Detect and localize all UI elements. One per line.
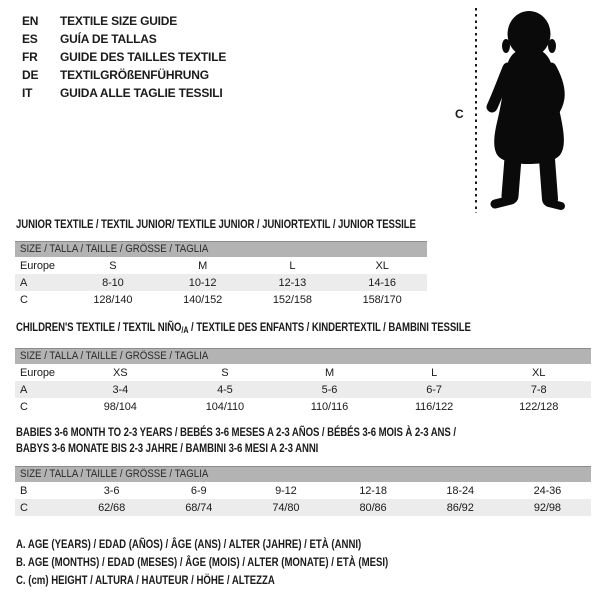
size-value-cell: 3-6	[103, 484, 120, 497]
row-label-cell: A	[20, 276, 28, 289]
language-code: IT	[22, 86, 33, 100]
size-value-cell: L	[431, 366, 438, 379]
language-code: FR	[22, 50, 38, 64]
row-label-cell: B	[20, 484, 28, 497]
size-value-cell: S	[109, 259, 117, 272]
guide-title: TEXTILGRÖßENFÜHRUNG	[60, 68, 209, 82]
row-label-cell: Europe	[20, 259, 55, 272]
size-value-cell: 12-18	[359, 484, 387, 497]
size-value-cell: 24-36	[533, 484, 562, 497]
list-item	[22, 66, 226, 84]
size-header-text: SIZE / TALLA / TAILLE / GRÖSSE / TAGLIA	[20, 243, 209, 255]
size-value-cell: 7-8	[530, 383, 547, 396]
size-header-text: SIZE / TALLA / TAILLE / GRÖSSE / TAGLIA	[20, 468, 209, 480]
size-value-cell: 80/86	[359, 501, 387, 514]
size-value-cell: 12-13	[278, 276, 307, 289]
size-value-cell: 104/110	[205, 400, 245, 413]
size-value-cell: 62/68	[98, 501, 126, 514]
size-value-cell: M	[324, 366, 335, 379]
children-table-title-text: CHILDREN'S TEXTILE / TEXTIL $NIÑO_{/A}$ / TEXTILE DES ENFANTS / KINDERTEXTIL / BAMBINI TESSILE	[16, 320, 471, 335]
size-value-cell: 140/152	[183, 293, 223, 306]
size-value-cell: 116/122	[414, 400, 454, 413]
junior-table-title	[16, 217, 516, 231]
size-value-cell: 8-10	[102, 276, 124, 289]
babies-table-title	[16, 424, 566, 456]
size-value-cell: 152/158	[272, 293, 312, 306]
size-header-bar	[15, 241, 427, 257]
legend-line-b: B. AGE (MONTHS) / EDAD (MESES) / ÂGE (MOIS) / ALTER (MONATE) / ETÀ (MESI)	[16, 555, 389, 569]
babies-size-table	[15, 466, 591, 516]
list-item	[22, 30, 226, 48]
language-code: ES	[22, 32, 38, 46]
row-label-cell: C	[20, 501, 28, 514]
guide-title: GUIDE DES TAILLES TEXTILE	[60, 50, 227, 64]
size-value-cell: 74/80	[272, 501, 300, 514]
legend-line-c: C. (cm) HEIGHT / ALTURA / HAUTEUR / HÖHE / ALTEZZA	[16, 573, 275, 587]
babies-table-title-line1: BABIES 3-6 MONTH TO 2-3 YEARS / BEBÉS 3-6 MESES A 2-3 AÑOS / BÉBÉS 3-6 MOIS À 2-3 ANS /	[16, 425, 456, 439]
size-value-cell: XL	[532, 366, 546, 379]
children-size-table	[15, 348, 591, 415]
size-value-cell: 14-16	[368, 276, 396, 289]
language-title-list	[22, 12, 226, 102]
guide-title: GUÍA DE TALLAS	[60, 32, 157, 46]
size-value-cell: 158/170	[362, 293, 402, 306]
junior-table-title-text: JUNIOR TEXTILE / TEXTIL JUNIOR/ TEXTILE JUNIOR / JUNIORTEXTIL / JUNIOR TESSILE	[16, 217, 416, 231]
table-row	[15, 291, 427, 308]
size-value-cell: XL	[375, 259, 389, 272]
table-row	[15, 257, 427, 274]
height-measure-dashed-line	[475, 8, 477, 213]
children-table-title	[16, 320, 585, 335]
guide-title: TEXTILE SIZE GUIDE	[60, 14, 178, 28]
table-row	[15, 364, 591, 381]
language-code: EN	[22, 14, 39, 28]
measure-legend	[16, 535, 481, 589]
size-value-cell: 10-12	[188, 276, 217, 289]
size-value-cell: 110/116	[310, 400, 349, 413]
size-value-cell: 128/140	[93, 293, 133, 306]
table-row	[15, 381, 591, 398]
junior-size-table	[15, 241, 427, 308]
list-item	[22, 48, 226, 66]
size-value-cell: 86/92	[446, 501, 474, 514]
size-value-cell: 98/104	[103, 400, 137, 413]
list-item	[22, 12, 226, 30]
size-value-cell: L	[289, 259, 296, 272]
row-label-cell: C	[20, 293, 28, 306]
size-value-cell: S	[221, 366, 229, 379]
size-value-cell: 122/128	[519, 400, 559, 413]
size-value-cell: 4-5	[217, 383, 233, 396]
size-value-cell: XS	[113, 366, 128, 379]
legend-line-a: A. AGE (YEARS) / EDAD (AÑOS) / ÂGE (ANS) / ALTER (JAHRE) / ETÀ (ANNI)	[16, 537, 362, 551]
size-value-cell: 18-24	[446, 484, 475, 497]
height-measure-label: C	[455, 107, 464, 121]
language-code: DE	[22, 68, 39, 82]
size-value-cell: 6-7	[426, 383, 442, 396]
table-row	[15, 499, 591, 516]
size-value-cell: 5-6	[321, 383, 338, 396]
size-header-bar	[15, 348, 591, 364]
list-item	[22, 84, 226, 102]
size-value-cell: M	[198, 259, 208, 272]
row-label-cell: A	[20, 383, 28, 396]
row-label-cell: Europe	[20, 366, 55, 379]
baby-silhouette	[486, 6, 584, 212]
size-value-cell: 6-9	[190, 484, 207, 497]
guide-title: GUIDA ALLE TAGLIE TESSILI	[60, 86, 223, 100]
size-value-cell: 92/98	[533, 501, 561, 514]
table-row	[15, 482, 591, 499]
row-label-cell: C	[20, 400, 28, 413]
table-row	[15, 398, 591, 415]
babies-table-title-line2: BABYS 3-6 MONATE BIS 2-3 JAHRE / BAMBINI 3-6 MESI A 2-3 ANNI	[16, 441, 319, 455]
size-value-cell: 3-4	[112, 383, 129, 396]
table-row	[15, 274, 427, 291]
size-value-cell: 68/74	[185, 501, 213, 514]
size-value-cell: 9-12	[275, 484, 297, 497]
size-header-bar	[15, 466, 591, 482]
size-header-text: SIZE / TALLA / TAILLE / GRÖSSE / TAGLIA	[20, 350, 209, 362]
